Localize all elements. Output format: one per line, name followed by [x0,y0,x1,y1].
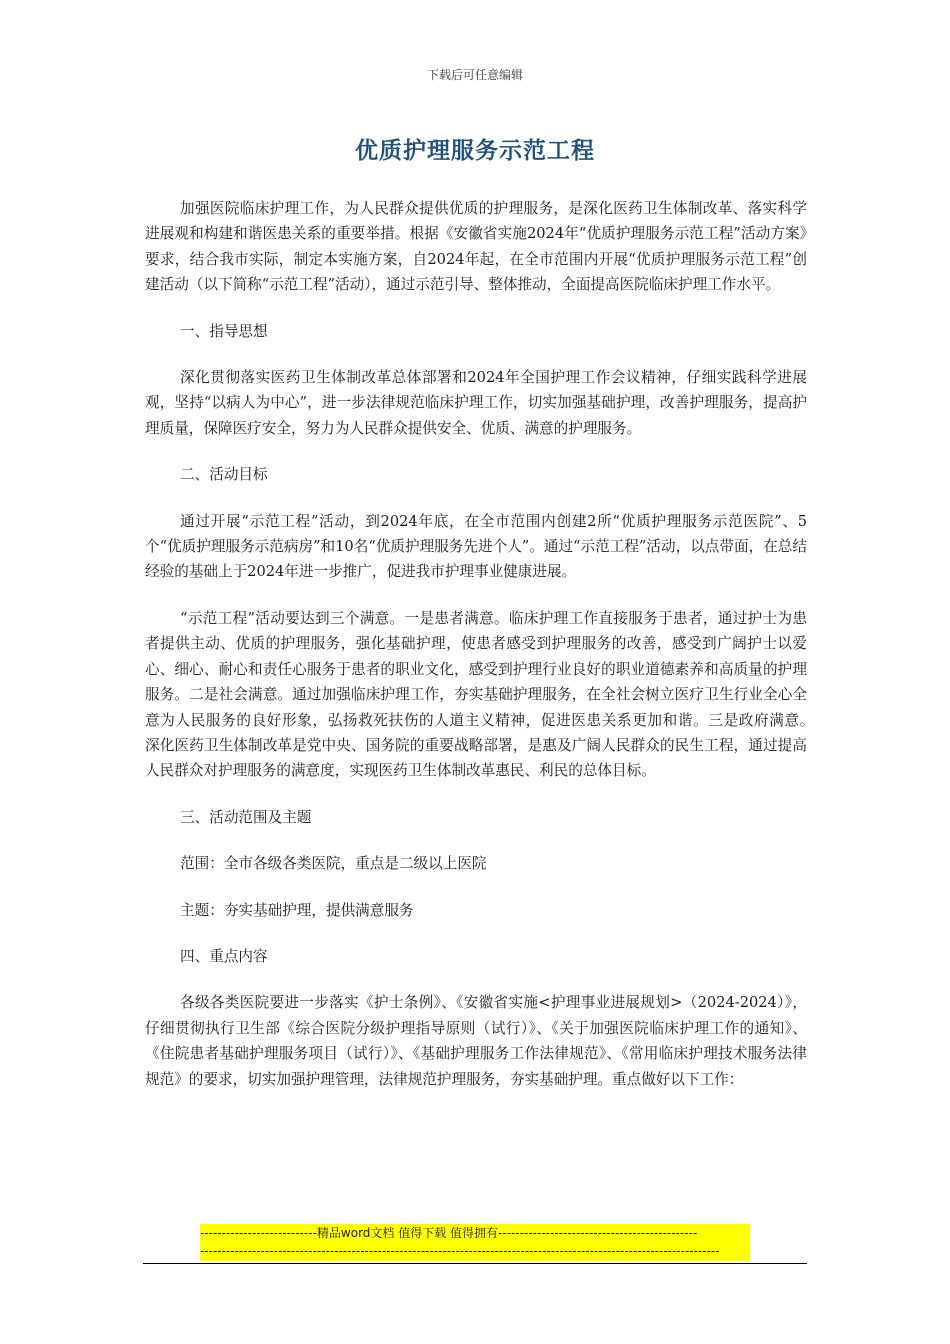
document-body [145,196,837,1092]
key-content-paragraph: 各级各类医院要进一步落实《护士条例》、《安徽省实施<护理事业进展规划>（2024-2024）》，仔细贯彻执行卫生部《综合医院分级护理指导原则（试行）》、《关于加强医院临床护理工作的通知》、《住院患者基础护理服务项目（试行）》、《基础护理服务工作法律规范》、《常用临床护理技术服务法律规范》的要求，切实加强护理管理，法律规范护理服务，夯实基础护理。重点做好以下工作： [145,994,807,1088]
scope-line: 范围：全市各级各类医院，重点是二级以上医院 [180,855,487,873]
section-heading-scope: 三、活动范围及主题 [180,808,312,826]
goals-paragraph: 通过开展“示范工程”活动，到2024年底，在全市范围内创建2所“优质护理服务示范医院”、5个“优质护理服务示范病房”和10名“优质护理服务先进个人”。通过“示范工程”活动，以点带面，在总结经验的基础上于2024年进一步推广，促进我市护理事业健康进展。 [145,512,807,581]
footer-banner-line1: ---------------------------精品word文档 值得下载 值得拥有---------------------------------------------- [200,1226,698,1240]
three-satisfactions-paragraph: “示范工程”活动要达到三个满意。一是患者满意。临床护理工作直接服务于患者，通过护士为患者提供主动、优质的护理服务，强化基础护理，使患者感受到护理服务的改善，感受到广阔护士以爱心、细心、耐心和责任心服务于患者的职业文化，感受到护理行业良好的职业道德素养和高质量的护理服务。二是社会满意。通过加强临床护理工作，夯实基础护理服务，在全社会树立医疗卫生行业全心全意为人民服务的良好形象，弘扬救死扶伤的人道主义精神，促进医患关系更加和谐。三是政府满意。 深化医药卫生体制改革是党中央、国务院的重要战略部署，是惠及广阔人民群众的民生工程，通过提高人民群众对护理服务的满意度，实现医药卫生体制改革惠民、利民的总体目标。 [145,609,837,780]
footer-banner [200,1224,750,1261]
guiding-ideology-paragraph: 深化贯彻落实医药卫生体制改革总体部署和2024年全国护理工作会议精神，仔细实践科学进展观，坚持“以病人为中心”，进一步法律规范临床护理工作，切实加强基础护理，改善护理服务，提高护理质量，保障医疗安全，努力为人民群众提供安全、优质、满意的护理服务。 [145,369,807,437]
section-heading-guiding-ideology: 一、指导思想 [180,322,268,340]
footer-banner-line2: ------------------------------------------------------------------------------------------------------------------------ [200,1244,720,1258]
document-title: 优质护理服务示范工程 [355,138,595,164]
section-heading-goals: 二、活动目标 [180,466,268,484]
intro-paragraph: 加强医院临床护理工作，为人民群众提供优质的护理服务，是深化医药卫生体制改革、落实科学进展观和构建和谐医患关系的重要举措。根据《安徽省实施2024年“优质护理服务示范工程”活动方案》要求，结合我市实际，制定本实施方案，自2024年起，在全市范围内开展“优质护理服务示范工程”创建活动（以下简称“示范工程”活动），通过示范引导、整体推动，全面提高医院临床护理工作水平。 [145,200,807,294]
header-note: 下载后可任意编辑 [426,68,523,82]
theme-line: 主题：夯实基础护理，提供满意服务 [180,901,414,919]
footer-rule [143,1263,807,1264]
section-heading-key-content: 四、重点内容 [180,947,268,965]
